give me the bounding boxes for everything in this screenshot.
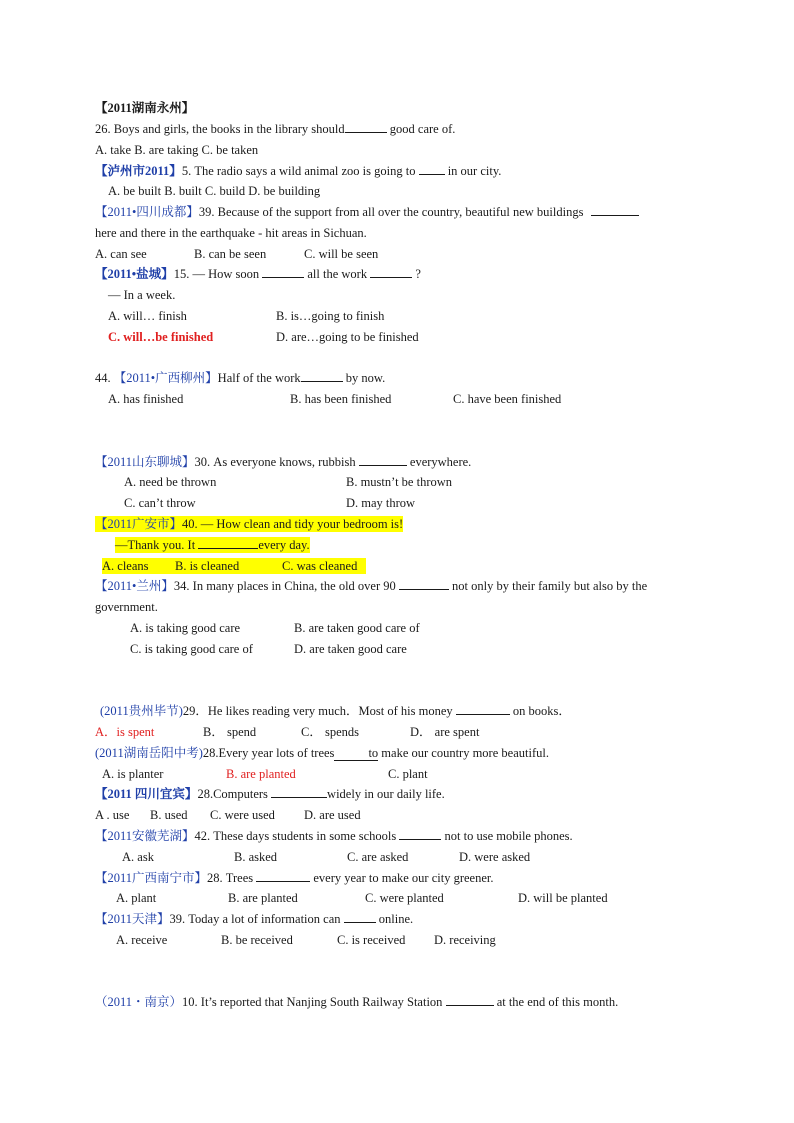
answer-blank (301, 370, 343, 382)
q11-option-b: B. used (150, 808, 188, 822)
q13-option-a: A. plant (116, 891, 157, 905)
q15-stem: （2011・南京）10. It’s reported that Nanjing South Railway Station at the end of this month. (95, 995, 619, 1009)
q14-option-b: B. be received (221, 933, 293, 947)
q12-option-c: C. are asked (347, 850, 409, 864)
q4-option-c: C. will…be finished (108, 330, 214, 344)
q1-source: 【2011湖南永州】 (95, 101, 195, 115)
q1-options: A. take B. are taking C. be taken (95, 143, 259, 157)
q14-option-c: C. is received (337, 933, 406, 947)
q12-source: 【2011安徽芜湖】 (95, 829, 195, 843)
answer-blank (256, 870, 310, 882)
q10-option-b: B. are planted (226, 767, 296, 781)
q2-source: 【泸州市2011】 (95, 164, 182, 178)
q7-reply: —Thank you. It every day. (115, 538, 310, 552)
q13-option-c: C. were planted (365, 891, 444, 905)
q13-option-d: D. will be planted (518, 891, 608, 905)
answer-blank (399, 578, 449, 590)
q6-option-c: C. can’t throw (124, 496, 196, 510)
q9-option-b: B． spend (203, 725, 257, 739)
q15-source: （2011・南京） (95, 995, 183, 1009)
q9-source: (2011贵州毕节) (100, 704, 183, 718)
q7-option-b: B. is cleaned (175, 559, 240, 573)
q4-stem: 【2011•盐城】15. — How soon all the work ? (95, 267, 421, 281)
q7-source: 【2011广安市】 (95, 517, 183, 531)
q7-options-row (102, 558, 366, 574)
q10-option-a: A. is planter (102, 767, 164, 781)
q2-stem: 【泸州市2011】5. The radio says a wild animal zoo is going to in our city. (95, 164, 502, 178)
q7-option-a: A. cleans (102, 559, 149, 573)
q12-option-d: D. were asked (459, 850, 531, 864)
q3-option-a: A. can see (95, 247, 147, 261)
q6-option-a: A. need be thrown (124, 475, 217, 489)
q9-option-c: C． spends (301, 725, 359, 739)
q14-option-a: A. receive (116, 933, 168, 947)
answer-blank (344, 911, 376, 923)
q5-stem: 44. 【2011•广西柳州】Half of the work by now. (95, 371, 386, 385)
q8-option-d: D. are taken good care (294, 642, 407, 656)
answer-blank (359, 454, 407, 466)
q11-stem: 【2011 四川宜宾】28.Computers widely in our daily life. (95, 787, 445, 801)
q14-source: 【2011天津】 (95, 912, 170, 926)
q8-source: 【2011•兰州】 (95, 579, 174, 593)
q9-option-a: A．is spent (95, 725, 155, 739)
q9-stem: (2011贵州毕节)29．He likes reading very much．Most of his money on books． (100, 704, 571, 718)
q3-stem-line2: here and there in the earthquake - hit areas in Sichuan. (95, 226, 367, 240)
answer-blank (591, 204, 639, 216)
answer-blank (262, 266, 304, 278)
q11-source: 【2011 四川宜宾】 (95, 787, 198, 801)
answer-blank (198, 537, 258, 549)
q9-option-d: D． are spent (410, 725, 480, 739)
q8-option-c: C. is taking good care of (130, 642, 253, 656)
q3-option-c: C. will be seen (304, 247, 379, 261)
q1-stem: 26. Boys and girls, the books in the library should good care of. (95, 122, 456, 136)
q11-option-d: D. are used (304, 808, 361, 822)
q3-source: 【2011•四川成都】 (95, 205, 199, 219)
q11-option-a: A . use (95, 808, 130, 822)
q14-option-d: D. receiving (434, 933, 496, 947)
q12-stem: 【2011安徽芜湖】42. These days students in some schools not to use mobile phones. (95, 829, 573, 843)
q8-option-b: B. are taken good care of (294, 621, 420, 635)
q12-option-b: B. asked (234, 850, 278, 864)
q6-option-d: D. may throw (346, 496, 416, 510)
q2-options: A. be built B. built C. build D. be building (108, 184, 321, 198)
q8-option-a: A. is taking good care (130, 621, 241, 635)
answer-blank (345, 121, 387, 133)
q5-option-c: C. have been finished (453, 392, 562, 406)
q5-option-a: A. has finished (108, 392, 184, 406)
answer-blank (399, 828, 441, 840)
q10-source: (2011湖南岳阳中考) (95, 746, 203, 760)
q14-stem: 【2011天津】39. Today a lot of information can online. (95, 912, 414, 926)
answer-blank (456, 703, 510, 715)
q3-stem: 【2011•四川成都】39. Because of the support from all over the country, beautiful new buildings (95, 204, 639, 220)
q6-stem: 【2011山东聊城】30. As everyone knows, rubbish everywhere. (95, 455, 472, 469)
q10-stem: (2011湖南岳阳中考)28.Every year lots of trees to make our country more beautiful. (95, 746, 549, 760)
answer-blank (271, 786, 327, 798)
q3-option-b: B. can be seen (194, 247, 267, 261)
q4-reply: — In a week. (108, 288, 176, 302)
q12-option-a: A. ask (122, 850, 154, 864)
answer-blank (370, 266, 412, 278)
q8-stem-line2: government. (95, 600, 158, 614)
q8-stem: 【2011•兰州】34. In many places in China, the old over 90 not only by their family but also by the (95, 579, 648, 593)
q7-stem: 【2011广安市】40. — How clean and tidy your bedroom is! (95, 517, 404, 531)
q6-source: 【2011山东聊城】 (95, 455, 195, 469)
q7-option-c: C. was cleaned (282, 559, 358, 573)
q5-option-b: B. has been finished (290, 392, 392, 406)
answer-blank: to (334, 746, 378, 761)
q11-option-c: C. were used (210, 808, 275, 822)
q4-option-a: A. will… finish (108, 309, 187, 323)
q13-stem: 【2011广西南宁市】28. Trees every year to make our city greener. (95, 871, 494, 885)
q6-option-b: B. mustn’t be thrown (346, 475, 453, 489)
q4-option-b: B. is…going to finish (276, 309, 385, 323)
q13-option-b: B. are planted (228, 891, 298, 905)
q5-source: 【2011•广西柳州】 (113, 371, 218, 385)
q4-source: 【2011•盐城】 (95, 267, 174, 281)
q10-option-c: C. plant (388, 767, 428, 781)
answer-blank (446, 994, 494, 1006)
answer-blank (419, 163, 445, 175)
q13-source: 【2011广西南宁市】 (95, 871, 208, 885)
q4-option-d: D. are…going to be finished (276, 330, 419, 344)
